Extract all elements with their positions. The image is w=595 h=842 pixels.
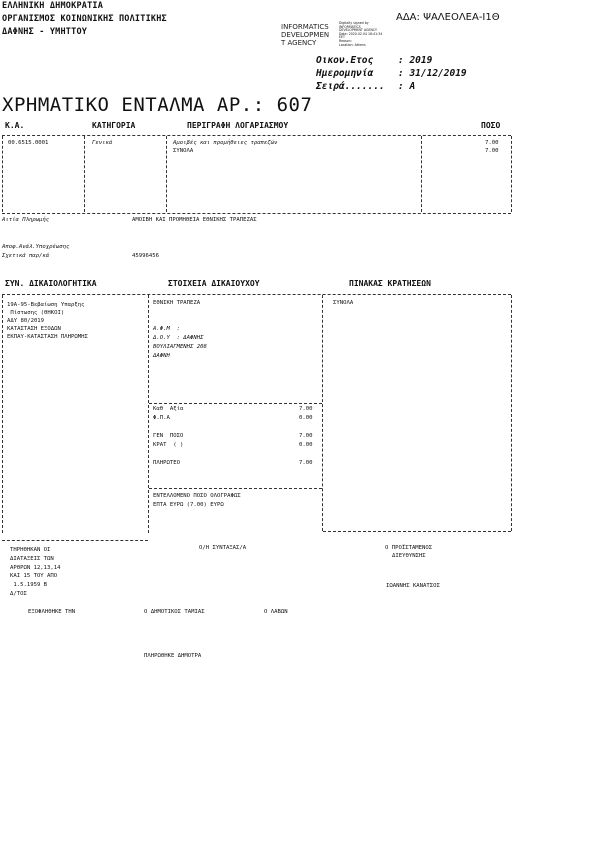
calc-label: Φ.Π.Α (153, 415, 170, 421)
legal-notice (10, 546, 61, 599)
calc-bottom-rule (149, 488, 322, 489)
table-bottom-rule (2, 213, 511, 214)
lower-vline (2, 295, 3, 533)
calc-label: ΚΡΑΤ ( ) (153, 442, 184, 448)
legal-line: 1.5.1959 Β (10, 582, 48, 589)
calc-label: ΓΕΝ ΠΟΣΟ (153, 433, 184, 439)
doc-item: ΚΑΤΑΣΤΑΣΗ ΕΞΟΔΩΝ (7, 326, 61, 332)
calc-value: 0.00 (299, 442, 313, 448)
paid-on-label: ΕΞΟΦΛΗΘΗΚΕ ΤΗΝ (28, 609, 76, 615)
paid-stamp: ΠΛΗΡΩΘΗΚΕ ΔΗΜΟΤΡΑ (144, 653, 202, 659)
decision-label: Αποφ.Ανάλ.Υποχρέωσης (2, 244, 70, 250)
header-municipality: ΔΑΦΝΗΣ - ΥΜΗΤΤΟΥ (2, 27, 88, 37)
receiver-label: Ο ΛΑΒΩΝ (264, 609, 288, 615)
doc-item: ΑΔΥ 80/2019 (7, 318, 45, 324)
beneficiary-name: ΕΘΝΙΚΗ ΤΡΑΠΕΖΑ (153, 300, 201, 306)
calc-value: 0.00 (299, 415, 313, 421)
beneficiary-address: ΒΟΥΛΙΑΓΜΕΝΗΣ 208 (153, 344, 207, 350)
ordered-amount-words: ΕΠΤΑ ΕΥΡΩ (7.00) ΕΥΡΩ (153, 502, 224, 508)
doc-item: 19Α-95-Βεβαίωση Υπαρξης (7, 302, 85, 308)
relative-value: 45996456 (132, 253, 159, 259)
doc-item: Πίστωσης (ΘΗΚΟΙ) (7, 310, 65, 316)
header-republic: ΕΛΛΗΝΙΚΗ ΔΗΜΟΚΡΑΤΙΑ (2, 1, 104, 11)
section-docs: ΣΥΝ. ΔΙΚΑΙΟΛΟΓΗΤΙΚΑ (5, 279, 97, 288)
calc-label: ΠΛΗΡΩΤΕΟ (153, 460, 180, 466)
sig-detail-7: Location: Athens (339, 42, 366, 47)
lower-vline (148, 295, 149, 533)
calc-value: 7.00 (299, 460, 313, 466)
table-vline (421, 136, 422, 212)
payment-reason-value: ΑΜΟΙΒΗ ΚΑΙ ΠΡΟΜΗΘΕΙΑ ΕΘΝΙΚΗΣ ΤΡΑΠΕΖΑΣ (132, 217, 257, 223)
row-total-amount: 7.00 (485, 148, 499, 154)
col-description: ΠΕΡΙΓΡΑΦΗ ΛΟΓΑΡΙΑΣΜΟΥ (187, 121, 289, 130)
fiscal-year-label: Οικον.Ετος (316, 55, 374, 66)
table-vline (84, 136, 85, 212)
lower-top-rule (2, 294, 511, 295)
row-ka: 00.6515.0001 (8, 140, 49, 146)
section-deductions: ΠΙΝΑΚΑΣ ΚΡΑΤΗΣΕΩΝ (349, 279, 431, 288)
series-label: Σειρά....... (316, 81, 385, 92)
logo-line-3: T AGENCY (281, 39, 317, 47)
sig-detail-4: Date: 2020.02.04 16:41:34 (339, 31, 383, 36)
row-total-label: ΣΥΝΟΛΑ (173, 148, 194, 154)
issuer-label: Ο/Η ΣΥΝΤΑΞΑΣ/Α (199, 545, 247, 551)
table-top-rule (2, 135, 511, 136)
sig-detail-5: EET (339, 35, 345, 40)
beneficiary-afm: Α.Φ.Μ : (153, 326, 180, 332)
calc-label: Καθ Αξία (153, 406, 184, 412)
relative-label: Σχετικά παρ/κά (2, 253, 50, 259)
lower-vline (511, 295, 512, 531)
row-description: Αμοιβές και προμήθειες τραπεζών (173, 140, 278, 146)
beneficiary-doy: Δ.Ο.Υ : ΔΑΦΝΗΣ (153, 335, 204, 341)
section-beneficiary: ΣΤΟΙΧΕΙΑ ΔΙΚΑΙΟΥΧΟΥ (168, 279, 260, 288)
table-vline (511, 136, 512, 212)
date-label: Ημερομηνία (316, 68, 374, 79)
sig-detail-2: INFORMATICS (339, 24, 361, 29)
doc-item: ΕΚΠΑΥ-ΚΑΤΑΣΤΑΣΗ ΠΛΗΡΩΜΗΣ (7, 334, 88, 340)
row-category: Γενικά (92, 140, 113, 146)
table-vline (166, 136, 167, 212)
legal-line: ΑΡΘΡΩΝ 12,13,14 (10, 564, 61, 571)
ada-code: ΑΔΑ: ΨΑΛΕΟΛΕΑ-Ι1Θ (396, 12, 500, 23)
logo-line-2: DEVELOPMEN (281, 31, 330, 39)
sig-detail-6: Reason: (339, 38, 352, 43)
payment-reason-label: Αιτία Πληρωμής (2, 217, 50, 223)
col-ka: Κ.Α. (5, 121, 25, 130)
calc-value: 7.00 (299, 406, 313, 412)
legal-line: ΔΙΑΤΑΞΕΙΣ ΤΩΝ (10, 555, 54, 562)
treasurer-label: Ο ΔΗΜΟΤΙΚΟΣ ΤΑΜΙΑΣ (144, 609, 205, 615)
lower-vline (322, 295, 323, 531)
date-value: : 31/12/2019 (398, 68, 467, 79)
legal-line: ΤΗΡΗΘΗΚΑΝ ΟΙ (10, 547, 51, 553)
sig-detail-3: DEVELOPMENT AGENCY (339, 28, 377, 33)
fiscal-year-value: : 2019 (398, 55, 433, 66)
header-organization: ΟΡΓΑΝΙΣΜΟΣ ΚΟΙΝΩΝΙΚΗΣ ΠΟΛΙΤΙΚΗΣ (2, 14, 167, 24)
calc-value: 7.00 (299, 433, 313, 439)
beneficiary-city: ΔΑΦΝΗ (153, 353, 170, 359)
head-name: ΙΩΑΝΝΗΣ ΚΑΝΑΤΣΟΣ (386, 583, 440, 589)
table-vline (2, 136, 3, 212)
legal-line: ΚΑΙ 15 ΤΟΥ ΑΠΟ (10, 573, 58, 580)
signature-details (339, 22, 382, 47)
head-department: ΔΙΕΥΘΥΝΣΗΣ (392, 553, 426, 559)
col-category: ΚΑΤΗΓΟΡΙΑ (92, 121, 136, 130)
legal-line: Δ/ΤΟΣ (10, 590, 27, 597)
logo-line-1: INFORMATICS (281, 23, 329, 31)
deductions-bottom-rule (323, 531, 511, 532)
document-title: ΧΡΗΜΑΤΙΚΟ ΕΝΤΑΛΜΑ ΑΡ.: 607 (2, 94, 313, 116)
sig-detail-1: Digitally signed by (339, 21, 369, 25)
head-title: Ο ΠΡΟΪΣΤΑΜΕΝΟΣ (385, 545, 433, 551)
col-amount: ΠΟΣΟ (481, 121, 501, 130)
docs-list (7, 301, 88, 341)
row-amount: 7.00 (485, 140, 499, 146)
signature-logo (281, 23, 329, 47)
deductions-total: ΣΥΝΟΛΑ (333, 300, 354, 306)
ordered-amount-label: ΕΝΤΕΛΛΟΜΕΝΟ ΠΟΣΟ ΟΛΟΓΡΑΦΩΣ (153, 493, 241, 499)
docs-bottom-rule (2, 540, 148, 541)
series-value: : Α (398, 81, 416, 92)
calc-top-rule (149, 403, 322, 404)
